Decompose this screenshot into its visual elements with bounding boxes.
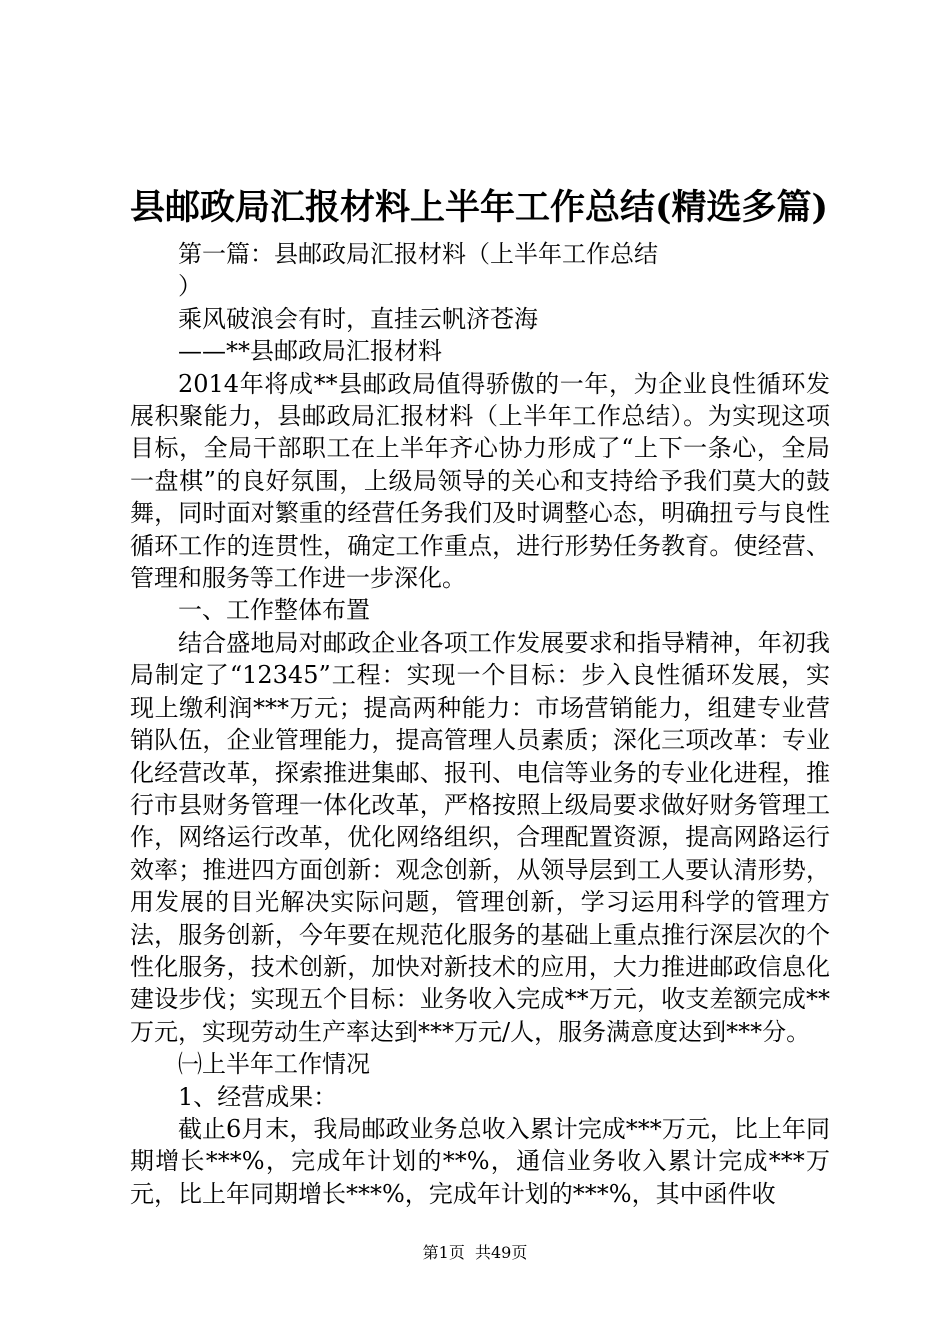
document-body [130, 238, 830, 1210]
page-footer: 第1页 共49页 [422, 1243, 528, 1262]
section-heading-results: 1、经营成果： [178, 1082, 338, 1111]
paragraph-intro: 2014年将成**县邮政局值得骄傲的一年，为企业良性循环发展积聚能力，县邮政局汇报材料（上半年工作总结）。为实现这项目标，全局干部职工在上半年齐心协力形成了“上下一条心，全局一盘棋”的良好氛围，上级局领导的关心和支持给予我们莫大的鼓舞，同时面对繁重的经营任务我们及时调整心态，明确扭亏与良性循环工作的连贯性，确定工作重点，进行形势任务教育。使经营、管理和服务等工作进一步深化。 [130, 369, 830, 593]
document-title: 县邮政局汇报材料上半年工作总结(精选多篇) [130, 187, 829, 228]
paragraph-results: 截止6月末，我局邮政业务总收入累计完成***万元，比上年同期增长***%，完成年计划的**%，通信业务收入累计完成***万元，比上年同期增长***%，完成年计划的***%，其中函件收 [130, 1114, 830, 1208]
byline: ——**县邮政局汇报材料 [178, 337, 442, 366]
section-heading-overall-plan: 一、工作整体布置 [178, 596, 370, 625]
section-heading-first-half: ㈠上半年工作情况 [178, 1050, 370, 1079]
chapter-heading: 第一篇：县邮政局汇报材料（上半年工作总结 [178, 240, 658, 268]
paragraph-plan: 结合盛地局对邮政企业各项工作发展要求和指导精神，年初我局制定了“12345”工程：实现一个目标：步入良性循环发展，实现上缴利润***万元；提高两种能力：市场营销能力，组建专业营销队伍，企业管理能力，提高管理人员素质；深化三项改革：专业化经营改革，探索推进集邮、报刊、电信等业务的专业化进程，推行市县财务管理一体化改革，严格按照上级局要求做好财务管理工作，网络运行改革，优化网络组织，合理配置资源，提高网路运行效率；推进四方面创新：观念创新，从领导层到工人要认清形势，用发展的目光解决实际问题，管理创新，学习运用科学的管理方法，服务创新，今年要在规范化服务的基础上重点推行深层次的个性化服务，技术创新，加快对新技术的应用，大力推进邮政信息化建设步伐；实现五个目标：业务收入完成**万元，收支差额完成**万元，实现劳动生产率达到***万元/人，服务满意度达到***分。 [130, 628, 830, 1046]
subtitle: 乘风破浪会有时，直挂云帆济苍海 [178, 304, 538, 333]
chapter-heading-continuation: ） [178, 272, 202, 301]
